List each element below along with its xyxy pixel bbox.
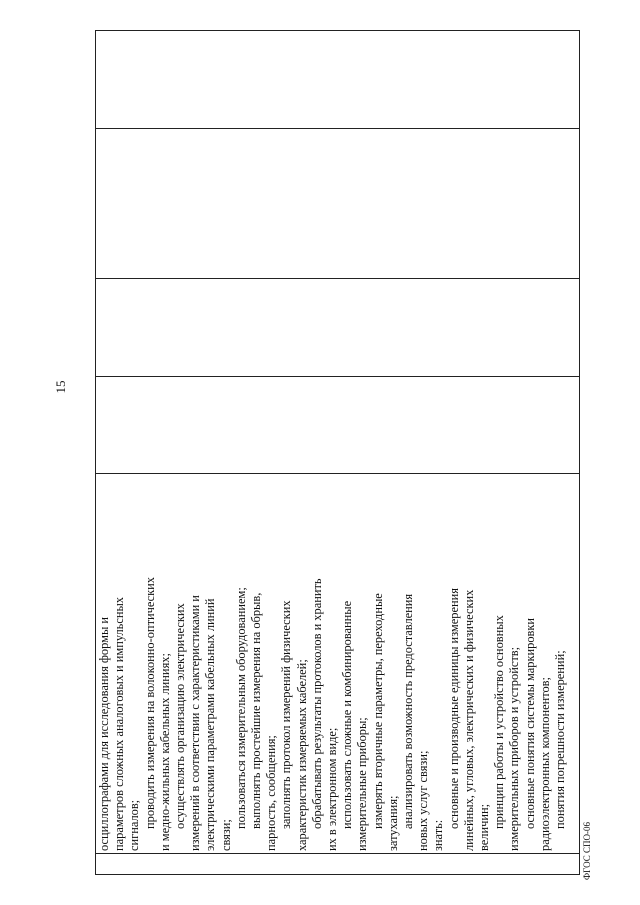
text-line: анализировать возможность предоставления: [401, 593, 416, 829]
text-line: измерительных приборов и устройств;: [507, 646, 522, 851]
column-divider: [96, 128, 579, 129]
text-line: принцип работы и устройство основных: [492, 615, 507, 829]
text-line: связи;: [218, 819, 233, 851]
column-divider: [96, 473, 579, 474]
text-line: линейных, угловых, электрических и физических: [461, 589, 476, 851]
text-line: пользоваться измерительным оборудованием;: [233, 587, 248, 829]
text-line: сигналов;: [127, 799, 142, 851]
text-line: парность, сообщения;: [264, 735, 279, 851]
text-line: параметров сложных аналоговых и импульсных: [112, 597, 127, 851]
column-divider: [96, 853, 579, 854]
text-line: использовать сложные и комбинированные: [340, 600, 355, 829]
column-divider: [96, 376, 579, 377]
text-line: понятия погрешности измерений;: [553, 650, 568, 829]
text-line: электрическими параметрами кабельных линий: [203, 598, 218, 851]
text-line: осуществлять организацию электрических: [173, 603, 188, 829]
rotated-page: [53, 30, 592, 880]
footer-label: ФГОС СПО-06: [582, 822, 592, 880]
text-line: обрабатывать результаты протоколов и хранить: [309, 578, 324, 829]
page-number: 15: [53, 380, 68, 394]
text-line: измерять вторичные параметры, переходные: [370, 593, 385, 829]
competency-table: [95, 30, 580, 875]
text-line: затухания;: [385, 795, 400, 851]
text-line: величин;: [477, 803, 492, 851]
column-divider: [96, 278, 579, 279]
text-line: характеристик измеряемых кабелей;: [294, 659, 309, 851]
skills-knowledge-cell: [97, 477, 568, 851]
text-line: выполнять простейшие измерения на обрыв,: [249, 592, 264, 829]
text-line: основные и производные единицы измерения: [446, 588, 461, 829]
text-line: измерений в соответствии с характеристиками и: [188, 595, 203, 851]
text-line: заполнять протокол измерений физических: [279, 600, 294, 829]
text-line: их в электронном виде;: [325, 727, 340, 851]
text-line: и медно-жильных кабельных линиях;: [157, 653, 172, 851]
text-line: знать:: [431, 819, 446, 851]
text-line: радиоэлектронных компонентов;: [537, 677, 552, 851]
text-line: осциллографами для исследования формы и: [97, 616, 111, 851]
text-line: новых услуг связи;: [416, 750, 431, 851]
text-line: измерительные приборы;: [355, 717, 370, 851]
text-line: проводить измерения на волоконно-оптических: [142, 577, 157, 829]
text-line: основные понятия системы маркировки: [522, 617, 537, 829]
